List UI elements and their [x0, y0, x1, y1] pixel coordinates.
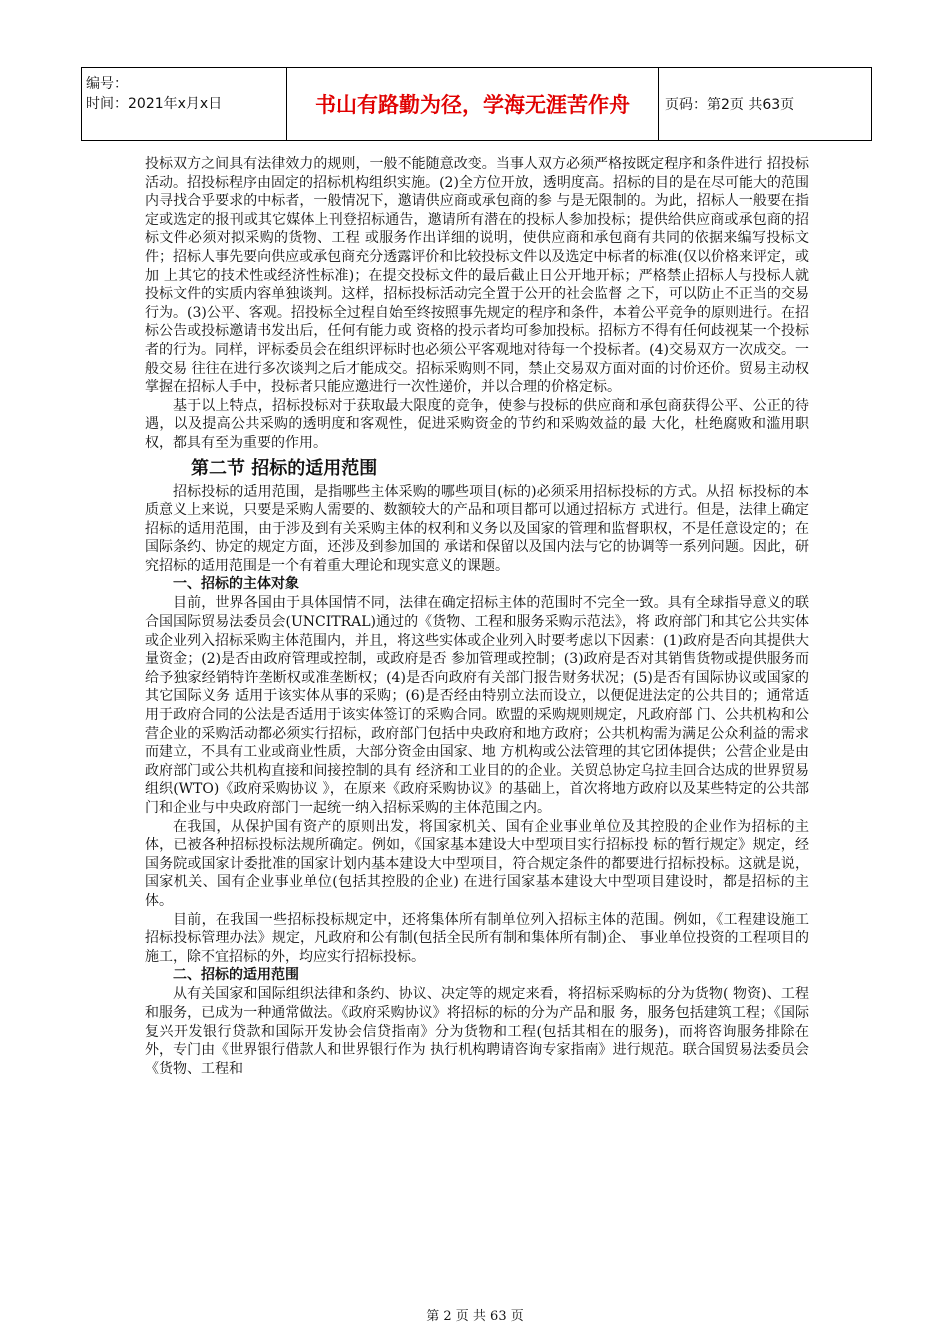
paragraph-4: 目前，世界各国由于具体国情不同，法律在确定招标主体的范围时不完全一致。具有全球指导意义的联合国国际贸易法委员会(UNCITRAL)通过的《货物、工程和服务采购示范法》，将 政府部门和其它公共实体或企业列入招标采购主体范围内，并且，将这些实体或企业列入时要考虑以下因素：(1)政府是否向其提供大量资金；(2)是否由政府管理或控制，或政府是否 参加管理或控制；(3)政府是否对其销售货物或提供服务而给予独家经销特许垄断权或准垄断权；(4)是否向政府有关部门报告财务状况；(5)是否有国际协议或国家的其它国际义务 适用于该实体从事的采购；(6)是否经由特别立法而设立，以便促进法定的公共目的；通常适用于政府合同的公法是否适用于该实体签订的采购合同。欧盟的采购规则规定，凡政府部 门、公共机构和公营企业的采购活动都必须实行招标，政府部门包括中央政府和地方政府；公共机构需为满足公众利益的需求而建立，不具有工业或商业性质，大部分资金由国家、地 方机构或公法管理的其它团体提供；公营企业是由政府部门或公共机构直接和间接控制的具有 经济和工业目的的企业。关贸总协定乌拉圭回合达成的世界贸易组织(WTO)《政府采购协议 》，在原来《政府采购协议》的基础上，首次将地方政府以及某些特定的公共部门和企业与中央政府部门一起统一纳入招标采购的主体范围之内。: [145, 595, 809, 816]
paragraph-1: 投标双方之间具有法律效力的规则，一般不能随意改变。当事人双方必须严格按既定程序和条件进行 招投标活动。招投标程序由固定的招标机构组织实施。(2)全方位开放，透明度高。招标的目的是在尽可能大的范围内寻找合乎要求的中标者，一般情况下，邀请供应商或承包商的参 与是无限制的。为此，招标人一般要在指定或选定的报刊或其它媒体上刊登招标通告，邀请所有潜在的投标人参加投标；提供给供应商或承包商的招标文件必须对拟采购的货物、工程 或服务作出详细的说明，使供应商和承包商有共同的依据来编写投标文件；招标人事先要向供应或承包商充分透露评价和比较投标文件以及选定中标者的标准(仅以价格来评定，或加 上其它的技术性或经济性标准)；在提交投标文件的最后截止日公开地开标；严格禁止招标人与投标人就投标文件的实质内容单独谈判。这样，招标投标活动完全置于公开的社会监督 之下，可以防止不正当的交易行为。(3)公平、客观。招投标全过程自始至终按照事先规定的程序和条件，本着公平竞争的原则进行。在招标公告或投标邀请书发出后，任何有能力或 资格的投示者均可参加投标。招标方不得有任何歧视某一个投标者的行为。同样，评标委员会在组织评标时也必须公平客观地对待每一个投标者。(4)交易双方一次成交。一般交易 往往在进行多次谈判之后才能成交。招标采购则不同，禁止交易双方面对面的讨价还价。贸易主动权掌握在招标人手中，投标者只能应邀进行一次性递价，并以合理的价格定标。: [145, 156, 809, 396]
page-footer: 第 2 页 共 63 页: [426, 1309, 524, 1324]
section-title: 第二节 招标的适用范围: [191, 457, 378, 479]
paragraph-2: 基于以上特点，招标投标对于获取最大限度的竞争，使参与投标的供应商和承包商获得公平、公正的待遇，以及提高公共采购的透明度和客观性，促进采购资金的节约和采购效益的最 大化，杜绝腐败和滥用职权，都具有至为重要的作用。: [145, 397, 809, 451]
paragraph-3: 招标投标的适用范围，是指哪些主体采购的哪些项目(标的)必须采用招标投标的方式。从招 标投标的本质意义上来说，只要是采购人需要的、数额较大的产品和项目都可以通过招标方 式进行。但是，法律上确定招标的适用范围，由于涉及到有关采购主体的权利和义务以及国家的管理和监督职权，不是任意设定的；在国际条约、协定的规定方面，还涉及到参加国的 承诺和保留以及国内法与它的协调等一系列问题。因此，研究招标的适用范围是一个有着重大理论和现实意义的课题。: [145, 483, 809, 574]
document-date: 时间：2021年x月x日: [86, 96, 223, 112]
header-motto: 书山有路勤为径，学海无涯苦作舟: [287, 68, 659, 140]
paragraph-5: 在我国，从保护国有资产的原则出发，将国家机关、国有企业事业单位及其控股的企业作为招标的主体，已被各种招标投标法规所确定。例如，《国家基本建设大中型项目实行招标投 标的暂行规定》规定，经国务院或国家计委批准的国家计划内基本建设大中型项目，符合规定条件的都要进行招标投标。这就是说，国家机关、国有企业事业单位(包括其控股的企业) 在进行国家基本建设大中型项目建设时，都是招标的主体。: [145, 818, 809, 909]
subheading-subject: 一、招标的主体对象: [173, 576, 299, 593]
header-meta: [82, 68, 287, 140]
header-page-info: 页码：第2页 共63页: [665, 97, 795, 113]
page-header: [81, 67, 872, 141]
subheading-scope: 二、招标的适用范围: [173, 967, 299, 984]
document-number-label: 编号：: [86, 76, 128, 92]
document-body: [145, 155, 809, 1078]
paragraph-6: 目前，在我国一些招标投标规定中，还将集体所有制单位列入招标主体的范围。例如，《工程建设施工招标投标管理办法》规定，凡政府和公有制(包括全民所有制和集体所有制)企、 事业单位投资的工程项目的施工，除不宜招标的外，均应实行招标投标。: [145, 911, 809, 965]
paragraph-7: 从有关国家和国际组织法律和条约、协议、决定等的规定来看，将招标采购标的分为货物( 物资)、工程和服务，已成为一种通常做法。《政府采购协议》将招标的标的分为产品和服 务，服务包括建筑工程；《国际复兴开发银行贷款和国际开发协会信贷指南》分为货物和工程(包括其相在的服务)，而将咨询服务排除在外，专门由《世界银行借款人和世界银行作为 执行机构聘请咨询专家指南》进行规范。联合国贸易法委员会《货物、工程和: [145, 986, 809, 1077]
